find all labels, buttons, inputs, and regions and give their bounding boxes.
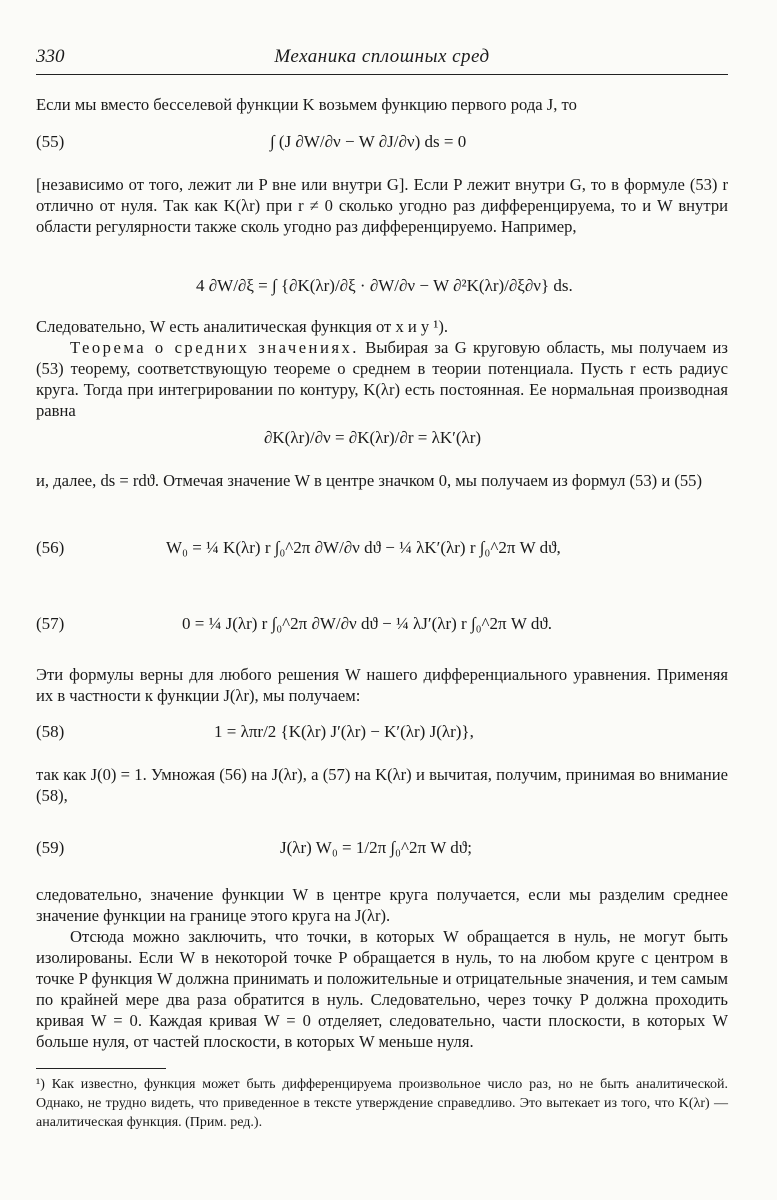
- equation-body: 0 = ¼ J(λr) r ∫₀^2π ∂W/∂ν dϑ − ¼ λJ′(λr) r ∫₀^2π W dϑ.: [182, 614, 553, 633]
- paragraph-4-text: Выбирая за G круговую область, мы получаем из (53) теорему, соответствующую теореме о среднем в теории потенциала. Пусть r есть радиус круга. Тогда при интегрировании по контуру, K(λr) есть постоянная. Ее нормальная производная равна: [36, 338, 728, 420]
- footnote: ¹) Как известно, функция может быть дифференцируема произвольное число раз, но не быть аналитической. Однако, не трудно видеть, что приведенное в тексте утверждение справедливо. Это вытекает из того, что K(λr) — аналитическая функция. (Прим. ред.).: [36, 1077, 728, 1130]
- paragraph-9: Отсюда можно заключить, что точки, в которых W обращается в нуль, не могут быть изолированы. Если W в некоторой точке P обращается в нуль, то на любом круге с центром в точке P функция W должна принимать и положительные и отрицательные значения, и тем самым по крайней мере два раза обратится в нуль. Следовательно, через точку P должна проходить кривая W = 0. Каждая кривая W = 0 отделяет, следовательно, части плоскости, в которых W больше нуля, от частей плоскости, в которых W меньше нуля.: [36, 927, 728, 1051]
- equation-body: J(λr) W₀ = 1/2π ∫₀^2π W dϑ;: [280, 838, 472, 857]
- equation-body: 4 ∂W/∂ξ = ∫ {∂K(λr)/∂ξ · ∂W/∂ν − W ∂²K(λr)/∂ξ∂ν} ds.: [196, 276, 573, 295]
- equation-58: [36, 708, 728, 754]
- running-header: [36, 46, 728, 72]
- equation-56: [36, 514, 728, 580]
- equation-number: (56): [36, 538, 65, 557]
- equation-number: (59): [36, 838, 65, 857]
- theorem-heading: Теорема о средних значениях.: [70, 338, 359, 357]
- paragraph-6: Эти формулы верны для любого решения W нашего дифференциального уравнения. Применяя их в частности к функции J(λr), мы получаем:: [36, 665, 728, 705]
- equation-number: (58): [36, 722, 65, 741]
- equation-55: [36, 122, 728, 166]
- paragraph-4: [36, 337, 728, 421]
- equation-dw: [36, 262, 728, 314]
- equation-body: ∫ (J ∂W/∂ν − W ∂J/∂ν) ds = 0: [270, 132, 467, 151]
- paragraph-8: следовательно, значение функции W в центре круга получается, если мы разделим среднее значение функции на границе этого круга на J(λr).: [36, 885, 728, 925]
- equation-body: W₀ = ¼ K(λr) r ∫₀^2π ∂W/∂ν dϑ − ¼ λK′(λr) r ∫₀^2π W dϑ,: [166, 538, 561, 557]
- paragraph-5: и, далее, ds = rdϑ. Отмечая значение W в центре значком 0, мы получаем из формул (53) и (55): [36, 471, 702, 490]
- page-number: 330: [36, 46, 65, 67]
- paragraph-1: Если мы вместо бесселевой функции K возьмем функцию первого рода J, то: [36, 95, 577, 114]
- equation-dk: [36, 418, 728, 462]
- paragraph-7: так как J(0) = 1. Умножая (56) на J(λr), а (57) на K(λr) и вычитая, получим, принимая во внимание (58),: [36, 765, 728, 805]
- book-page: [36, 0, 728, 1200]
- equation-body: 1 = λπr/2 {K(λr) J′(λr) − K′(λr) J(λr)},: [214, 722, 474, 741]
- equation-57: [36, 590, 728, 656]
- running-title: Механика сплошных сред: [274, 46, 490, 67]
- equation-body: ∂K(λr)/∂ν = ∂K(λr)/∂r = λK′(λr): [264, 428, 482, 447]
- footnote-rule: [36, 1068, 166, 1069]
- equation-number: (55): [36, 132, 65, 151]
- paragraph-3: Следовательно, W есть аналитическая функция от x и y ¹).: [36, 317, 449, 336]
- header-rule: [36, 74, 728, 75]
- equation-59: [36, 812, 728, 878]
- equation-number: (57): [36, 614, 65, 633]
- paragraph-2: [независимо от того, лежит ли P вне или внутри G]. Если P лежит внутри G, то в формуле (53) r отлично от нуля. Так как K(λr) при r ≠ 0 сколько угодно раз дифференцируема, то и W внутри области регулярности также сколь угодно раз дифференцируемо. Например,: [36, 175, 728, 236]
